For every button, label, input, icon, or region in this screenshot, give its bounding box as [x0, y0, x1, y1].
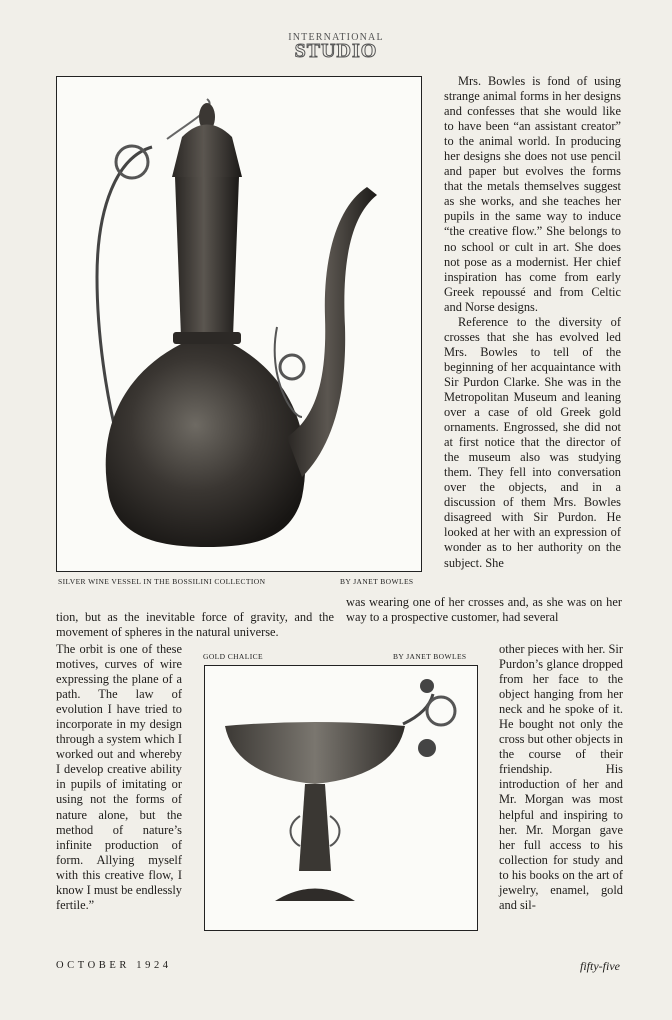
masthead-top: INTERNATIONAL [288, 32, 384, 43]
gravity-text: tion, but as the inevitable force of gravity, and the movement of spheres in the natural universe. [56, 610, 334, 640]
figure1-caption: SILVER WINE VESSEL IN THE BOSSILINI COLLECTION [58, 577, 266, 586]
figure2-caption: GOLD CHALICE [203, 652, 264, 661]
purdon-glance-paragraph: other pieces with her. Sir Purdon’s glance dropped from her face to the object hanging from her neck and he spoke of it. He bought not only the cross but other objects in the course of their friendship. His introduction of her and Mr. Morgan was most helpful and inspiring to her. Mr. Morgan gave her full access to his collection for study and to his books on the art of jewelry, enamel, gold and sil- [499, 642, 623, 912]
wine-vessel-illustration [57, 77, 421, 571]
masthead-title: STUDIO [294, 40, 378, 62]
orbit-paragraph: The orbit is one of these motives, curves of wire expressing the plane of a path. The law of evolution I have tried to incorporate in my design through a system which I worked out and whereby I develop creative ability in pupils of imitating or using not the forms of nature alone, but the method of nature’s infinite production of form. Allying myself with this creative flow, I know I must be endlessly fertile.” [56, 642, 182, 912]
page-number: fifty-five [580, 959, 620, 973]
left-narrow-column [56, 642, 182, 913]
right-column [444, 74, 621, 571]
figure1-credit: BY JANET BOWLES [340, 577, 414, 586]
issue-date: OCTOBER 1924 [56, 960, 172, 971]
gold-chalice-illustration [205, 666, 477, 930]
crosses-cont-text: was wearing one of her crosses and, as she was on her way to a prospective customer, had several [346, 595, 622, 625]
paragraph-crosses-cont [346, 595, 622, 625]
wine-vessel-photo [56, 76, 422, 572]
paragraph-purdon-clarke: Reference to the diversity of crosses that she has evolved led Mrs. Bowles to tell of the beginning of her acquaintance with Sir Purdon Clarke. She was in the Metropolitan Museum and leaning over a case of old Greek gold ornaments. Engrossed, she did not at first notice that the director of the museum also was studying them. They fell into conversation over the objects, and in a discussion of them Mrs. Bowles disagreed with Sir Purdon. He looked at her with an expression of wonder as to her authority on the subject. She [444, 314, 621, 570]
paragraph-gravity [56, 610, 334, 640]
paragraph-bowles-animal-forms: Mrs. Bowles is fond of using strange animal forms in her designs and confesses that she would like to have been “an assistant creator” to the animal world. In producing her designs she does not use pencil and paper but evolves the forms that the metals themselves suggest as she works, and she teaches her pupils in the same way to induce “the creative flow.” She belongs to no school or cult in art. She does not pose as a modernist. Her chief inspiration has come from early Greek repoussé and from Celtic and Norse designs. [444, 74, 621, 314]
right-narrow-column [499, 642, 623, 913]
figure2-credit: BY JANET BOWLES [393, 652, 467, 661]
gold-chalice-photo [204, 665, 478, 931]
